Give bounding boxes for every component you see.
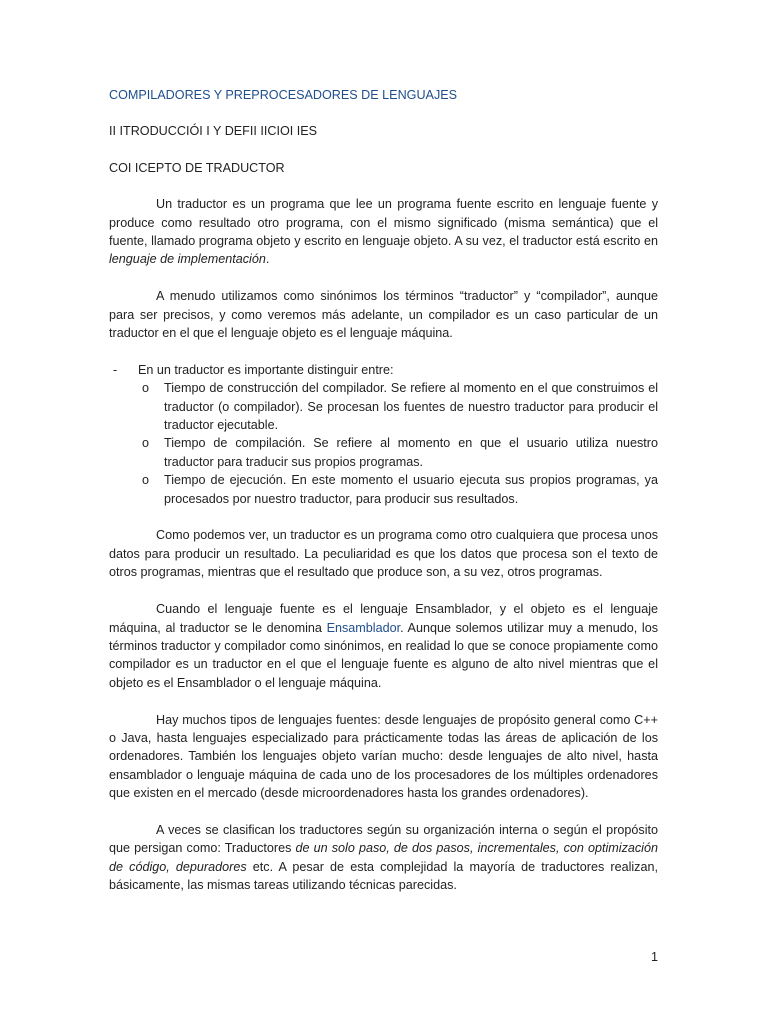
document-title: COMPILADORES Y PREPROCESADORES DE LENGUAJES	[109, 88, 458, 102]
ensamblador-highlight: Ensamblador	[326, 620, 401, 635]
list-item	[109, 434, 658, 471]
bullet-intro-row	[109, 361, 658, 379]
paragraph-4	[109, 600, 658, 692]
list-item-text: Tiempo de compilación. Se refiere al momento en que el usuario utiliza nuestro traductor para traducir sus propios programas.	[164, 436, 658, 469]
list-item	[109, 379, 658, 434]
page-number: 1	[650, 950, 658, 964]
circle-bullet-icon: o	[142, 473, 150, 488]
paragraph-3: Como podemos ver, un traductor es un programa como otro cualquiera que procesa unos datos para producir un resultado. La peculiaridad es que los datos que procesa son el texto de otros programas, mientras que el resultado que produce son, a su vez, otros programas.	[109, 528, 658, 580]
paragraph-4-a: Cuando el lenguaje fuente es el lenguaje Ensamblador, y el objeto es el lenguaje máquina, al traductor se le denomina	[109, 602, 658, 635]
paragraph-6	[109, 821, 658, 895]
dash-marker: -	[113, 362, 118, 377]
circle-bullet-icon: o	[142, 436, 150, 451]
paragraph-1-end: .	[265, 252, 270, 267]
list-item-text: Tiempo de ejecución. En este momento el usuario ejecuta sus propios programas, ya procesados por nuestro traductor, para producir sus resultados.	[164, 473, 658, 506]
paragraph-1	[109, 195, 658, 269]
section-heading-introduccion: II ITRODUCCIÓI I Y DEFII IICIOI IES	[109, 124, 318, 139]
sub-list	[109, 379, 658, 508]
paragraph-6-italic: de un solo paso, de dos pasos, incrementales, con optimización de código, depuradores	[109, 841, 658, 874]
paragraph-1-text: Un traductor es un programa que lee un programa fuente escrito en lenguaje fuente y produce como resultado otro programa, con el mismo significado (misma semántica) que el fuente, llamado programa objeto y escrito en lenguaje objeto. A su vez, el traductor está escrito en	[109, 197, 658, 249]
list-item	[109, 471, 658, 508]
paragraph-2: A menudo utilizamos como sinónimos los términos “traductor” y “compilador”, aunque para ser precisos, y como veremos más adelante, un compilador es un caso particular de un traductor en el que el lenguaje objeto es el lenguaje máquina.	[109, 289, 658, 341]
bullet-list	[109, 361, 658, 508]
bullet-intro-text: En un traductor es importante distinguir entre:	[138, 362, 394, 377]
list-item-text: Tiempo de construcción del compilador. Se refiere al momento en el que construimos el traductor (o compilador). Se procesan los fuentes de nuestro traductor para producir el traductor ejecutable.	[164, 381, 658, 433]
paragraph-4-b: . Aunque solemos utilizar muy a menudo, los términos traductor y compilador como sinónimos, en realidad lo que se conoce propiamente como compilador es un traductor en el que el lenguaje fuente es alguno de alto nivel mientras que el objeto es el Ensamblador o el lenguaje máquina.	[109, 620, 658, 690]
paragraph-5: Hay muchos tipos de lenguajes fuentes: desde lenguajes de propósito general como C++ o Java, hasta lenguajes especializado para prácticamente todas las áreas de aplicación de los ordenadores. También los lenguajes objeto varían mucho: desde lenguajes de alto nivel, hasta ensamblador o lenguaje máquina de cada uno de los procesadores de los múltiples ordenadores que existen en el mercado (desde microordenadores hasta los grandes ordenadores).	[109, 712, 658, 801]
paragraph-1-italic: lenguaje de implementación	[109, 252, 266, 267]
paragraph-6-b: etc. A pesar de esta complejidad la mayoría de traductores realizan, básicamente, las mismas tareas utilizando técnicas parecidas.	[109, 859, 658, 893]
paragraph-6-a: A veces se clasifican los traductores según su organización interna o según el propósito que persigan como: Traductores	[109, 822, 658, 856]
circle-bullet-icon: o	[142, 381, 150, 396]
section-heading-concepto: COI ICEPTO DE TRADUCTOR	[109, 160, 285, 175]
